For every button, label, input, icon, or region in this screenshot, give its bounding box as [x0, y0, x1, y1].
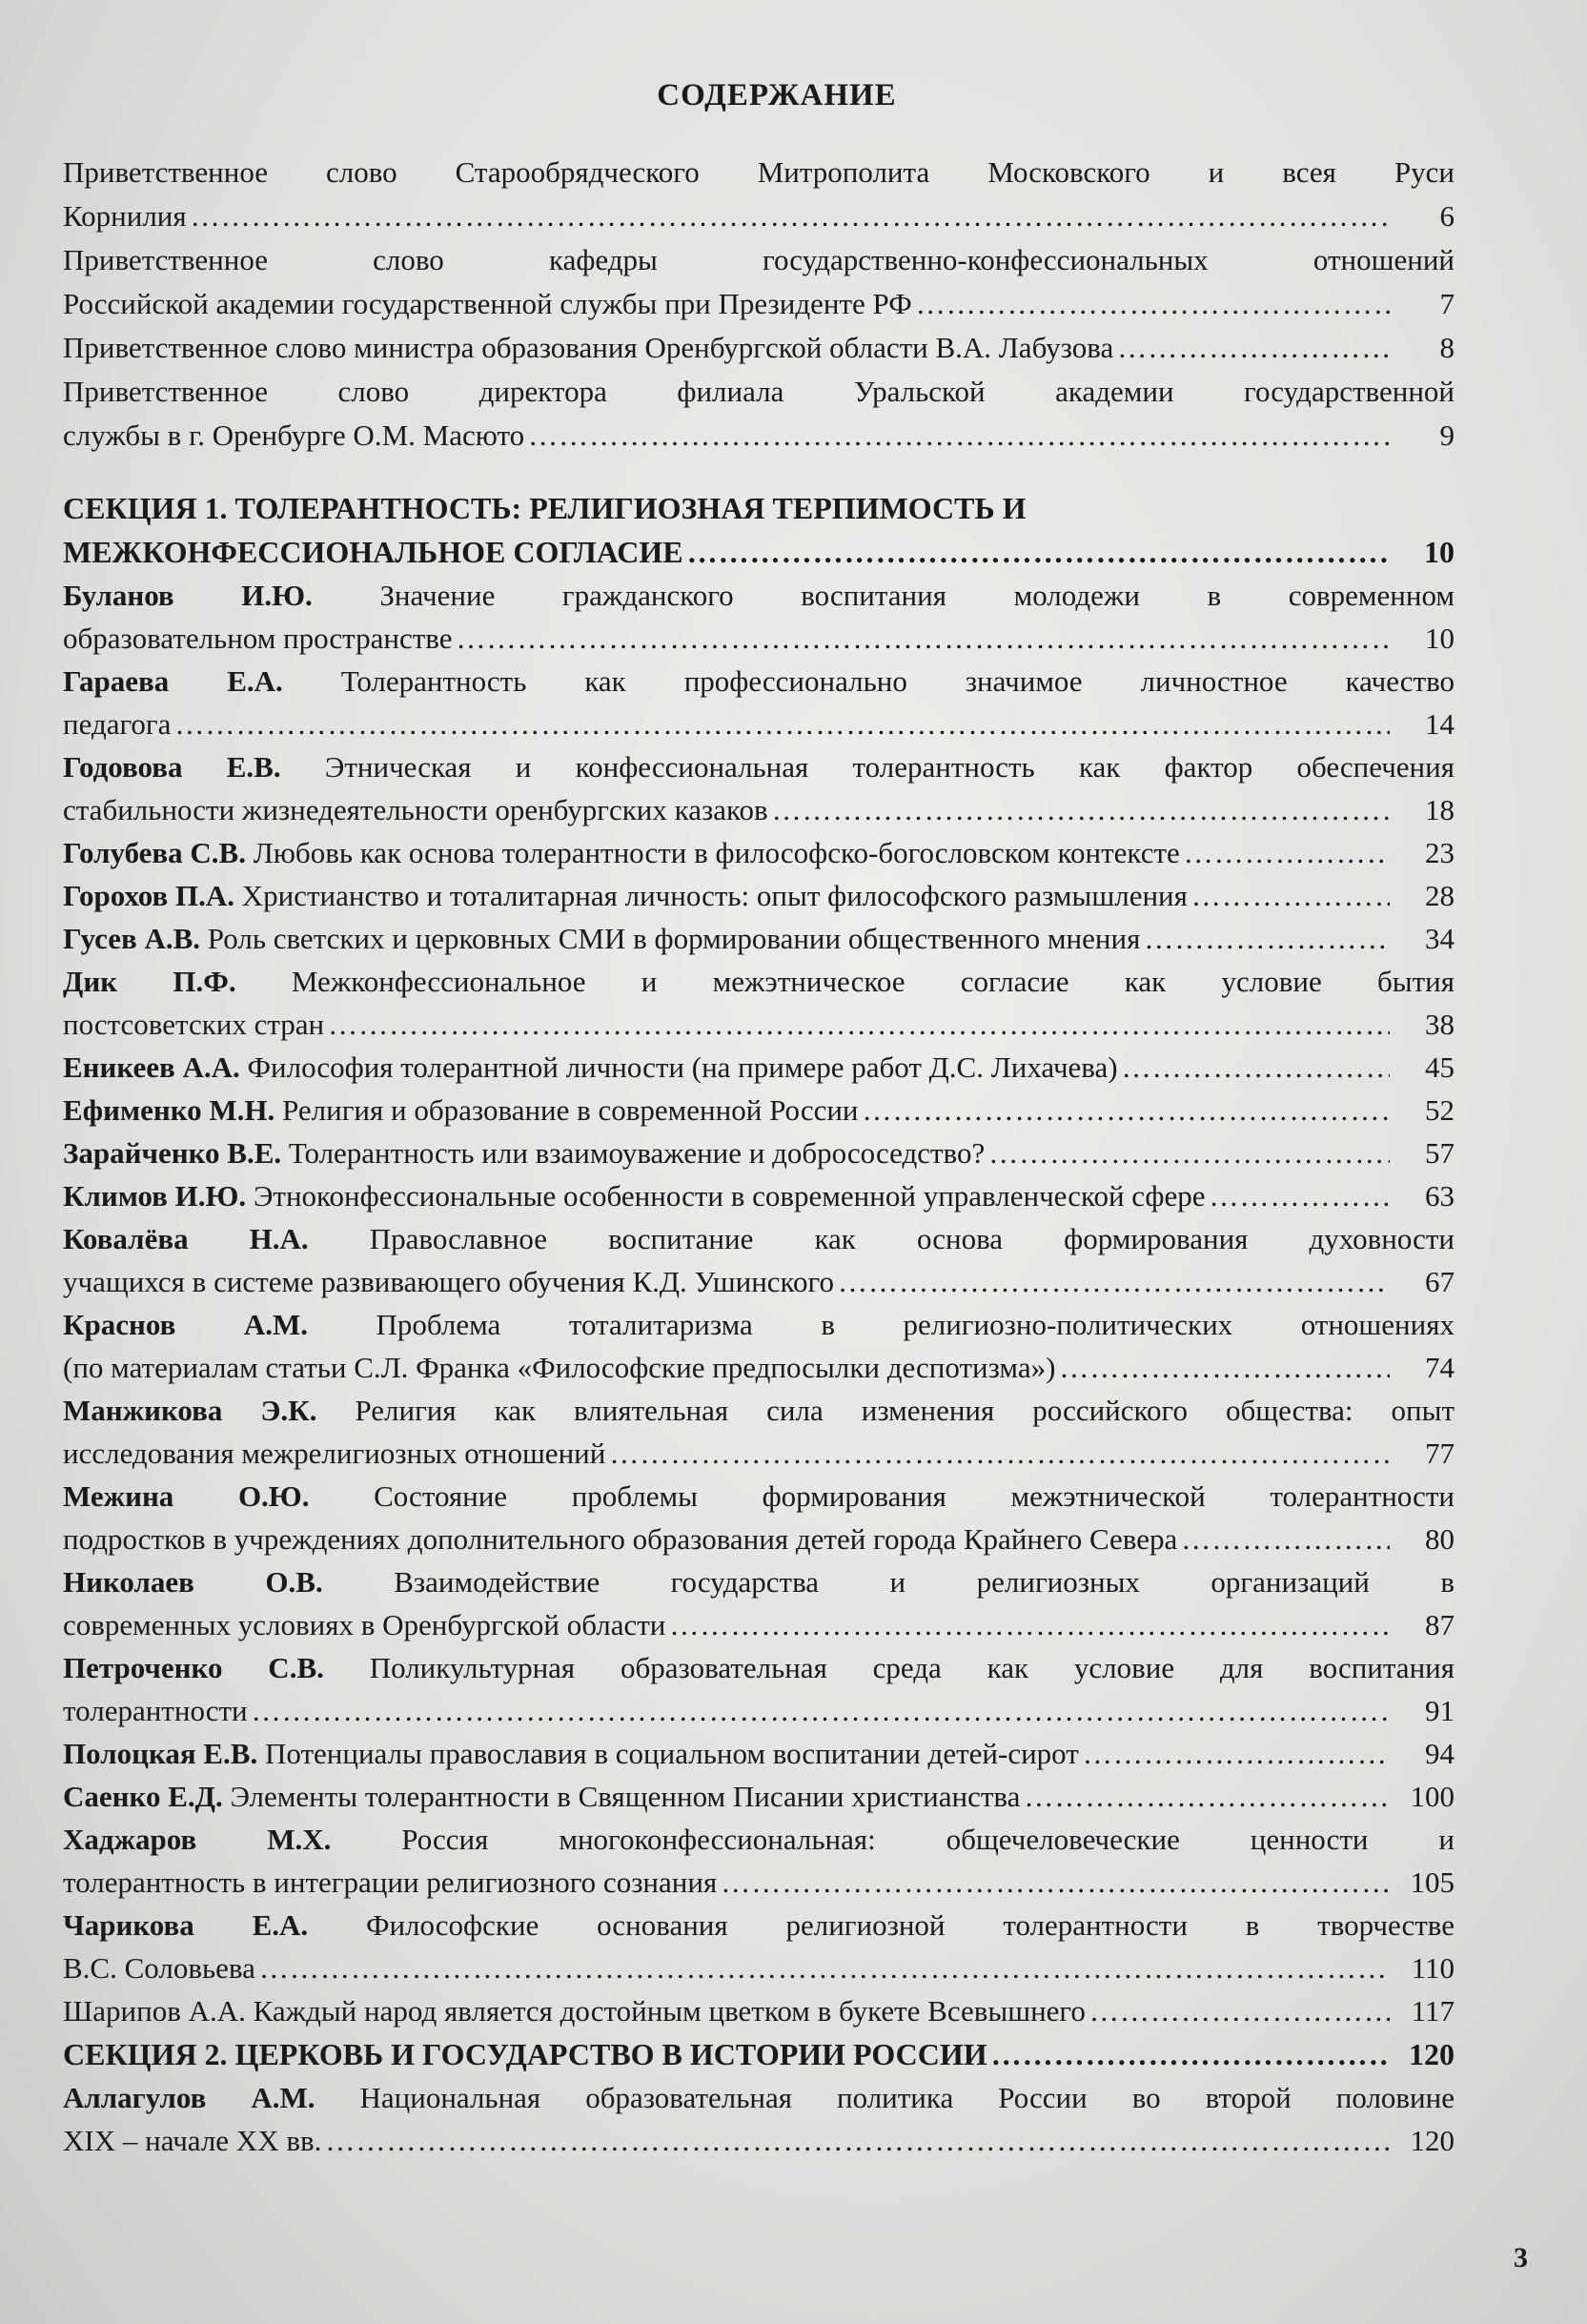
entry-last-line — [63, 2119, 1455, 2162]
leader-dots — [325, 2119, 1390, 2162]
page-ref: 7 — [1439, 287, 1455, 320]
page-ref: 120 — [1409, 2037, 1455, 2071]
entry-title-line — [63, 1475, 1455, 1518]
toc-entry — [63, 1174, 1455, 1217]
entry-title-text: Национальная образовательная политика России во второй половине — [359, 2081, 1455, 2114]
entry-title-line — [63, 1260, 834, 1303]
author-name: Годовова Е.В. — [63, 750, 281, 784]
entry-title-text: Значение гражданского воспитания молодежи в современном — [379, 579, 1455, 612]
page-ref: 10 — [1424, 535, 1455, 569]
leader-dots — [1184, 831, 1390, 874]
entry-title-text: Роль светских и церковных СМИ в формировании общественного мнения — [207, 922, 1141, 955]
entry-title-line: Российской академии государственной службы при Президенте РФ — [63, 287, 912, 320]
entry-title-line — [63, 917, 1140, 960]
toc-entry — [63, 2076, 1455, 2162]
leader-dots — [772, 788, 1390, 831]
author-name: Аллагулов А.М. — [63, 2081, 315, 2114]
section-title-line: СЕКЦИЯ 2. ЦЕРКОВЬ И ГОСУДАРСТВО В ИСТОРИИ РОССИИ — [63, 2037, 987, 2071]
toc-entry — [63, 574, 1455, 660]
entry-title-line: Приветственное слово министра образования Оренбургской области В.А. Лабузова — [63, 331, 1114, 364]
page-ref: 74 — [1425, 1351, 1455, 1384]
entry-last-line — [63, 1518, 1455, 1560]
page-ref: 14 — [1425, 707, 1455, 741]
section-heading — [63, 2032, 1455, 2076]
leader-dots — [1122, 1046, 1390, 1089]
table-of-contents — [63, 151, 1455, 2162]
author-name: Саенко Е.Д. — [63, 1780, 223, 1813]
leader-dots — [252, 1689, 1390, 1732]
toc-entry — [63, 660, 1455, 745]
entry-last-line — [63, 1775, 1455, 1818]
leader-dots — [916, 282, 1390, 326]
entry-title-text: Православное воспитание как основа формирования духовности — [369, 1222, 1455, 1255]
author-name: Ефименко М.Н. — [63, 1093, 275, 1127]
leader-dots — [174, 703, 1390, 745]
entry-title-line — [63, 1989, 1086, 2032]
entry-title-text: Россия многоконфессиональная: общечеловеческие ценности и — [401, 1823, 1455, 1856]
entry-last-line — [63, 1131, 1455, 1174]
toc-entry — [63, 1732, 1455, 1775]
entry-last-line — [63, 1732, 1455, 1775]
page-ref: 23 — [1425, 836, 1455, 869]
entry-title-text: Состояние проблемы формирования межэтнической толерантности — [374, 1479, 1455, 1513]
page-ref: 38 — [1425, 1008, 1455, 1041]
entry-title-line — [63, 1861, 717, 1904]
entry-last-line — [63, 1947, 1455, 1989]
toc-entry — [63, 960, 1455, 1046]
toc-entry — [63, 151, 1455, 238]
leader-dots — [988, 1131, 1390, 1174]
entry-last-line — [63, 1346, 1455, 1389]
entry-title-line — [63, 660, 1455, 703]
leader-dots — [669, 1603, 1390, 1646]
leader-dots — [863, 1089, 1390, 1131]
entry-last-line — [63, 1260, 1455, 1303]
leader-dots — [1117, 326, 1390, 370]
toc-entry — [63, 1046, 1455, 1089]
entry-title-line: Приветственное слово кафедры государственно-конфессиональных отношений — [63, 243, 1455, 276]
toc-entry — [63, 238, 1455, 326]
entry-title-text: Толерантность или взаимоуважение и добрососедство? — [288, 1136, 986, 1170]
section-heading — [63, 486, 1455, 574]
entry-title-line: Корнилия — [63, 199, 187, 233]
entry-last-line — [63, 1003, 1455, 1046]
entry-title-line — [63, 1947, 255, 1989]
page-ref: 8 — [1439, 331, 1455, 364]
leader-dots — [1089, 1989, 1390, 2032]
entry-title-text: Любовь как основа толерантности в философско-богословском контексте — [253, 836, 1180, 869]
entry-title-line — [63, 1217, 1455, 1260]
leader-dots — [191, 194, 1390, 238]
page-ref: 28 — [1425, 879, 1455, 912]
entry-title-line — [63, 2076, 1455, 2119]
entry-title-text: Этническая и конфессиональная толерантность как фактор обеспечения — [324, 750, 1455, 784]
entry-title-text: Шарипов А.А. Каждый народ является достойным цветком в букете Всевышнего — [63, 1994, 1086, 2028]
entry-last-line — [63, 874, 1455, 917]
entry-title-line — [63, 1904, 1455, 1947]
page-ref: 45 — [1425, 1050, 1455, 1084]
toc-entry — [63, 1560, 1455, 1646]
entry-last-line — [63, 1089, 1455, 1131]
entry-title-text: Поликультурная образовательная среда как условие для воспитания — [369, 1651, 1455, 1684]
entry-last-line — [63, 917, 1455, 960]
page-ref: 10 — [1425, 622, 1455, 655]
entry-title-line — [63, 1818, 1455, 1861]
toc-entry — [63, 874, 1455, 917]
entry-title-line: службы в г. Оренбурге О.М. Масюто — [63, 418, 525, 452]
entry-title-text: стабильности жизнедеятельности оренбургских казаков — [63, 793, 768, 826]
author-name: Межина О.Ю. — [63, 1479, 310, 1513]
leader-dots — [1181, 1518, 1390, 1560]
toc-entry — [63, 1646, 1455, 1732]
page-ref: 6 — [1439, 199, 1455, 233]
entry-title-line — [63, 1089, 859, 1131]
entry-title-line: Приветственное слово директора филиала Уральской академии государственной — [63, 375, 1455, 408]
entry-title-line — [63, 1346, 1055, 1389]
section-2-entries — [63, 2076, 1455, 2162]
page-ref: 117 — [1411, 1994, 1455, 2028]
page-ref: 77 — [1425, 1437, 1455, 1470]
entry-title-text: Религия и образование в современной России — [282, 1093, 859, 1127]
leader-dots — [1191, 874, 1390, 917]
author-name: Ковалёва Н.А. — [63, 1222, 309, 1255]
toc-entry — [63, 1303, 1455, 1389]
leader-dots — [1024, 1775, 1390, 1818]
leader-dots — [687, 530, 1390, 574]
toc-entry — [63, 370, 1455, 458]
entry-title-line — [63, 1775, 1020, 1818]
page-ref: 91 — [1425, 1694, 1455, 1727]
entry-last-line — [63, 617, 1455, 660]
entry-title-text: Межконфессиональное и межэтническое согласие как условие бытия — [291, 965, 1455, 998]
author-name: Краснов А.М. — [63, 1308, 308, 1341]
entry-title-text: подростков в учреждениях дополнительного образования детей города Крайнего Севера — [63, 1522, 1178, 1556]
page-number: 3 — [1514, 2242, 1528, 2273]
entry-last-line — [63, 831, 1455, 874]
entry-title-line — [63, 1174, 1206, 1217]
leader-dots — [838, 1260, 1390, 1303]
toc-entry — [63, 917, 1455, 960]
author-name: Полоцкая Е.В. — [63, 1737, 258, 1770]
leader-dots — [528, 414, 1390, 458]
author-name: Петроченко С.В. — [63, 1651, 324, 1684]
leader-dots — [991, 2032, 1390, 2076]
entry-title-line — [63, 1560, 1455, 1603]
toc-entry — [63, 1217, 1455, 1303]
entry-title-line — [63, 1003, 324, 1046]
page-ref: 63 — [1425, 1179, 1455, 1213]
toc-entry — [63, 1989, 1455, 2032]
entry-title-line — [63, 1518, 1177, 1560]
entry-title-text: постсоветских стран — [63, 1008, 325, 1041]
section-1-entries — [63, 574, 1455, 2032]
author-name: Гараева Е.А. — [63, 664, 283, 698]
entry-title-text: Взаимодействие государства и религиозных организаций в — [394, 1565, 1455, 1599]
page-ref: 105 — [1410, 1865, 1455, 1899]
toc-entry — [63, 1904, 1455, 1989]
entry-title-text: Религия как влиятельная сила изменения российского общества: опыт — [355, 1394, 1455, 1427]
author-name: Буланов И.Ю. — [63, 579, 313, 612]
author-name: Чарикова Е.А. — [63, 1908, 309, 1942]
leader-dots — [1144, 917, 1390, 960]
author-name: Дик П.Ф. — [63, 965, 236, 998]
leader-dots — [456, 617, 1390, 660]
toc-entry — [63, 1131, 1455, 1174]
entry-title-line — [63, 788, 768, 831]
entry-title-line — [63, 574, 1455, 617]
entry-last-line — [63, 1603, 1455, 1646]
toc-entry — [63, 1818, 1455, 1904]
entry-title-text: учащихся в системе развивающего обучения К.Д. Ушинского — [63, 1265, 834, 1298]
entry-title-line — [63, 1603, 665, 1646]
page-ref: 120 — [1410, 2124, 1455, 2157]
toc-entry — [63, 831, 1455, 874]
leader-dots — [328, 1003, 1390, 1046]
entry-title-line — [63, 874, 1188, 917]
author-name: Хаджаров М.Х. — [63, 1823, 332, 1856]
entry-title-text: Философия толерантной личности (на примере работ Д.С. Лихачева) — [247, 1050, 1118, 1084]
page-ref: 18 — [1425, 793, 1455, 826]
leader-dots — [259, 1947, 1390, 1989]
author-name: Голубева С.В. — [63, 836, 246, 869]
entry-title-line — [63, 2119, 321, 2162]
leader-dots — [609, 1432, 1390, 1475]
entry-title-text: образовательном пространстве — [63, 622, 453, 655]
leader-dots — [1083, 1732, 1390, 1775]
entry-title-line — [63, 1732, 1079, 1775]
page-ref: 80 — [1425, 1522, 1455, 1556]
author-name: Еникеев А.А. — [63, 1050, 240, 1084]
entry-title-line — [63, 745, 1455, 788]
entry-title-line — [63, 1046, 1118, 1089]
entry-last-line — [63, 1432, 1455, 1475]
page-ref: 100 — [1410, 1780, 1455, 1813]
entry-last-line — [63, 1989, 1455, 2032]
author-name: Горохов П.А. — [63, 879, 235, 912]
entry-title-text: Философские основания религиозной толерантности в творчестве — [365, 1908, 1455, 1942]
page-ref: 110 — [1411, 1951, 1455, 1985]
leader-dots — [1059, 1346, 1390, 1389]
entry-last-line — [63, 1046, 1455, 1089]
toc-entry — [63, 1089, 1455, 1131]
toc-entry — [63, 1475, 1455, 1560]
entry-title-line: Приветственное слово Старообрядческого Митрополита Московского и всея Руси — [63, 155, 1455, 189]
toc-entry — [63, 745, 1455, 831]
entry-title-text: Проблема тоталитаризма в религиозно-политических отношениях — [376, 1308, 1455, 1341]
entry-title-line — [63, 1131, 985, 1174]
author-name: Зарайченко В.Е. — [63, 1136, 282, 1170]
entry-title-text: XIX – начале XX вв. — [63, 2124, 322, 2157]
page-ref: 34 — [1425, 922, 1455, 955]
author-name: Николаев О.В. — [63, 1565, 323, 1599]
entry-title-line — [63, 1432, 605, 1475]
page-ref: 94 — [1425, 1737, 1455, 1770]
toc-entry — [63, 1389, 1455, 1475]
entry-last-line — [63, 1689, 1455, 1732]
entry-last-line — [63, 1174, 1455, 1217]
entry-title-text: толерантности — [63, 1694, 248, 1727]
entry-title-line — [63, 1646, 1455, 1689]
section-title-line: МЕЖКОНФЕССИОНАЛЬНОЕ СОГЛАСИЕ — [63, 535, 683, 569]
entry-title-text: Потенциалы православия в социальном воспитании детей-сирот — [264, 1737, 1079, 1770]
author-name: Климов И.Ю. — [63, 1179, 247, 1213]
entry-title-text: Элементы толерантности в Священном Писании христианства — [230, 1780, 1021, 1813]
entry-title-line — [63, 617, 452, 660]
author-name: Гусев А.В. — [63, 922, 201, 955]
entry-title-line — [63, 960, 1455, 1003]
entry-title-text: педагога — [63, 707, 172, 741]
entry-title-text: (по материалам статьи С.Л. Франка «Философские предпосылки деспотизма») — [63, 1351, 1056, 1384]
entry-title-line — [63, 1303, 1455, 1346]
entry-title-line — [63, 831, 1180, 874]
entry-title-text: В.С. Соловьева — [63, 1951, 255, 1985]
entry-last-line — [63, 1861, 1455, 1904]
entry-last-line — [63, 788, 1455, 831]
entry-title-text: исследования межрелигиозных отношений — [63, 1437, 606, 1470]
entry-title-line — [63, 1689, 248, 1732]
page-title: СОДЕРЖАНИЕ — [657, 78, 897, 112]
page-ref: 9 — [1439, 418, 1455, 452]
page-ref: 67 — [1425, 1265, 1455, 1298]
entry-title-line — [63, 1389, 1455, 1432]
page-ref: 57 — [1425, 1136, 1455, 1170]
author-name: Манжикова Э.К. — [63, 1394, 317, 1427]
page-ref: 52 — [1425, 1093, 1455, 1127]
toc-entry — [63, 326, 1455, 370]
entry-title-text: толерантность в интеграции религиозного сознания — [63, 1865, 718, 1899]
section-title-line: СЕКЦИЯ 1. ТОЛЕРАНТНОСТЬ: РЕЛИГИОЗНАЯ ТЕРПИМОСТЬ И — [63, 491, 1027, 525]
entry-title-text: Этноконфессиональные особенности в современной управленческой сфере — [253, 1179, 1206, 1213]
entry-title-text: современных условиях в Оренбургской области — [63, 1608, 666, 1641]
leader-dots — [721, 1861, 1390, 1904]
entry-title-text: Христианство и тоталитарная личность: опыт философского размышления — [241, 879, 1188, 912]
entry-title-line — [63, 703, 171, 745]
page-ref: 87 — [1425, 1608, 1455, 1641]
leader-dots — [1210, 1174, 1390, 1217]
entry-last-line — [63, 703, 1455, 745]
entry-title-text: Толерантность как профессионально значимое личностное качество — [340, 664, 1455, 698]
toc-entry — [63, 1775, 1455, 1818]
